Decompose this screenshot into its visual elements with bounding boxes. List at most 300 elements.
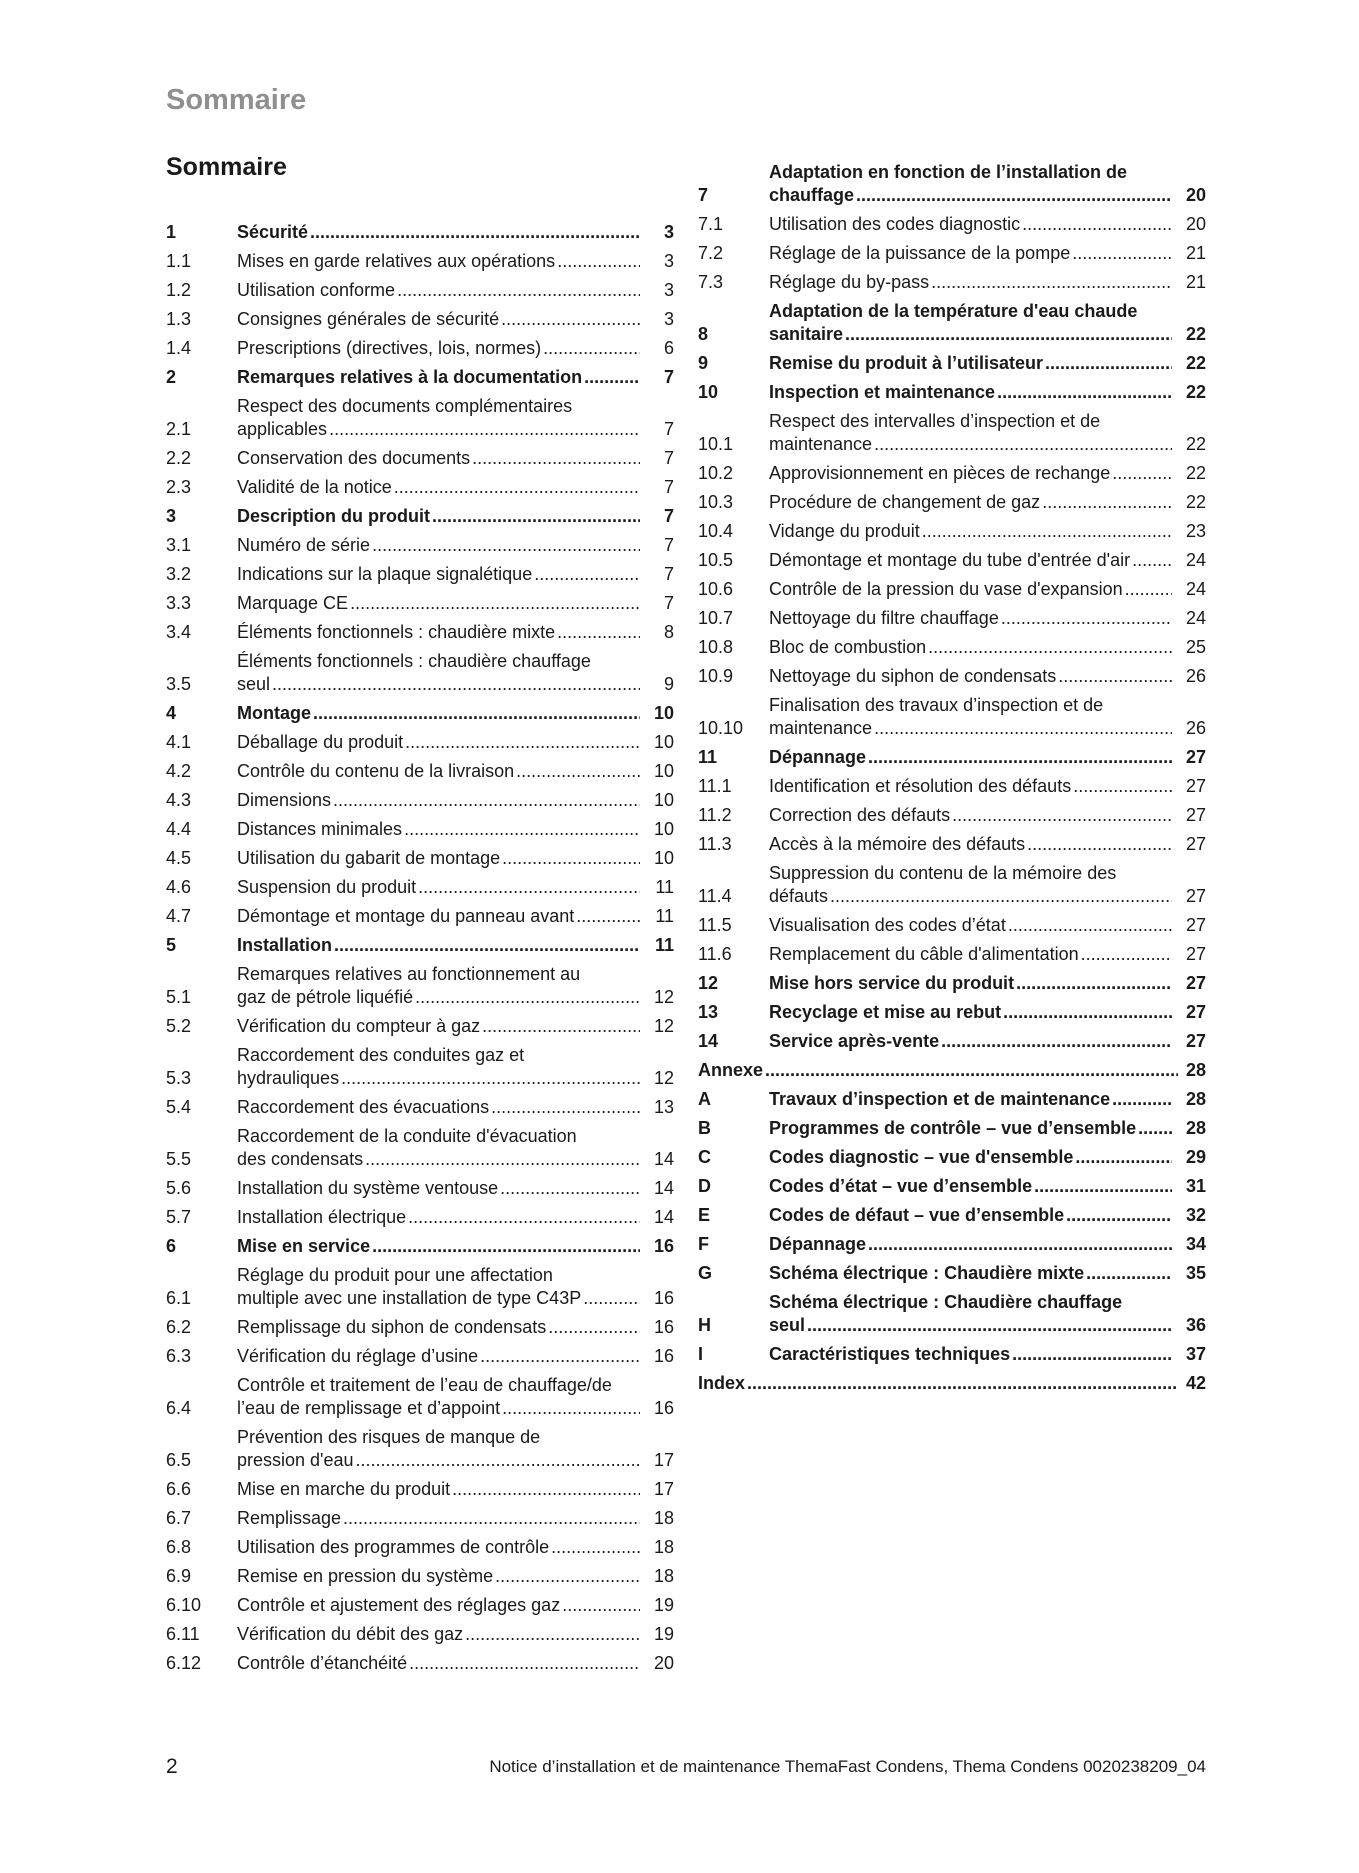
toc-title: Sommaire bbox=[166, 153, 287, 181]
toc-entry[interactable] bbox=[698, 1201, 1206, 1230]
toc-entry-number: 6.12 bbox=[166, 1653, 202, 1673]
toc-entry[interactable] bbox=[166, 786, 674, 815]
toc-entry-title-line: Codes de défaut – vue d’ensemble bbox=[769, 1205, 1065, 1225]
toc-entry[interactable] bbox=[698, 1085, 1206, 1114]
toc-entry-number: 10.2 bbox=[698, 463, 734, 483]
toc-entry[interactable] bbox=[166, 218, 674, 247]
toc-entry[interactable] bbox=[698, 239, 1206, 268]
toc-leader-dots bbox=[997, 381, 1172, 404]
toc-entry-number: 5.5 bbox=[166, 1149, 192, 1169]
footer-page-number: 2 bbox=[166, 1755, 178, 1778]
toc-entry[interactable] bbox=[698, 378, 1206, 407]
toc-entry-page: 12 bbox=[653, 1068, 674, 1088]
toc-entry-page: 18 bbox=[653, 1537, 674, 1557]
toc-entry[interactable] bbox=[698, 662, 1206, 691]
toc-entry-title-line: Service après-vente bbox=[769, 1031, 940, 1051]
toc-entry[interactable] bbox=[698, 1230, 1206, 1259]
toc-leader-dots bbox=[874, 433, 1172, 456]
toc-entry-number: C bbox=[698, 1147, 711, 1167]
toc-leader-dots bbox=[516, 760, 640, 783]
toc-entry-page: 13 bbox=[653, 1097, 674, 1117]
toc-entry-title-line: Schéma électrique : Chaudière mixte bbox=[769, 1263, 1085, 1283]
toc-leader-dots bbox=[372, 534, 640, 557]
toc-entry-number: 1.3 bbox=[166, 309, 192, 329]
toc-entry[interactable] bbox=[698, 488, 1206, 517]
toc-leader-dots bbox=[922, 520, 1172, 543]
toc-entry[interactable] bbox=[166, 502, 674, 531]
toc-entry-number: 6.10 bbox=[166, 1595, 202, 1615]
toc-entry[interactable] bbox=[698, 743, 1206, 772]
toc-entry-page: 3 bbox=[663, 251, 674, 271]
toc-entry-title-line: Raccordement de la conduite d'évacuation bbox=[237, 1126, 577, 1146]
toc-leader-dots bbox=[1022, 213, 1172, 236]
toc-entry[interactable] bbox=[166, 1041, 674, 1093]
toc-entry-page: 22 bbox=[1185, 434, 1206, 454]
toc-entry-page: 11 bbox=[655, 906, 674, 926]
toc-entry-page: 27 bbox=[1185, 1031, 1206, 1051]
toc-entry-number: 3.3 bbox=[166, 593, 192, 613]
toc-entry-page: 17 bbox=[653, 1479, 674, 1499]
toc-leader-dots bbox=[548, 1316, 640, 1339]
toc-entry[interactable] bbox=[166, 1423, 674, 1475]
toc-entry[interactable] bbox=[698, 940, 1206, 969]
toc-entry-number: 10.1 bbox=[698, 434, 734, 454]
toc-entry-page: 20 bbox=[1185, 214, 1206, 234]
toc-entry-title-line: maintenance bbox=[769, 434, 873, 454]
toc-entry[interactable] bbox=[698, 801, 1206, 830]
toc-entry-page: 3 bbox=[663, 222, 674, 242]
toc-entry-title-line: Codes d’état – vue d’ensemble bbox=[769, 1176, 1033, 1196]
toc-leader-dots bbox=[1034, 1175, 1172, 1198]
toc-entry-number: 4.7 bbox=[166, 906, 192, 926]
toc-entry[interactable] bbox=[166, 1620, 674, 1649]
toc-entry-title-line: applicables bbox=[237, 419, 328, 439]
toc-entry-title-line: Vérification du réglage d’usine bbox=[237, 1346, 479, 1366]
toc-leader-dots bbox=[557, 621, 640, 644]
toc-entry[interactable] bbox=[166, 1174, 674, 1203]
toc-entry[interactable] bbox=[166, 1371, 674, 1423]
toc-entry-title-line: Programmes de contrôle – vue d’ensemble bbox=[769, 1118, 1137, 1138]
toc-entry[interactable] bbox=[698, 459, 1206, 488]
toc-leader-dots bbox=[418, 876, 640, 899]
toc-entry[interactable] bbox=[166, 392, 674, 444]
toc-entry-number: B bbox=[698, 1118, 711, 1138]
toc-entry-page: 16 bbox=[653, 1398, 674, 1418]
toc-entry[interactable] bbox=[698, 859, 1206, 911]
toc-entry[interactable] bbox=[698, 772, 1206, 801]
toc-entry-title-line: hydrauliques bbox=[237, 1068, 340, 1088]
toc-entry-number: 4.5 bbox=[166, 848, 192, 868]
toc-entry-page: 16 bbox=[653, 1288, 674, 1308]
toc-leader-dots bbox=[272, 673, 640, 696]
toc-entry-title-line: Description du produit bbox=[237, 506, 430, 526]
toc-leader-dots bbox=[845, 323, 1172, 346]
toc-entry[interactable] bbox=[166, 757, 674, 786]
toc-entry[interactable] bbox=[166, 815, 674, 844]
toc-entry[interactable] bbox=[166, 931, 674, 960]
toc-leader-dots bbox=[1042, 491, 1172, 514]
toc-entry[interactable] bbox=[166, 276, 674, 305]
toc-entry-number: 11.1 bbox=[698, 776, 732, 796]
toc-entry-page: 27 bbox=[1185, 776, 1206, 796]
toc-entry-page: 19 bbox=[653, 1595, 674, 1615]
toc-entry-title-line: des condensats bbox=[237, 1149, 364, 1169]
toc-entry[interactable] bbox=[166, 531, 674, 560]
toc-entry[interactable] bbox=[166, 473, 674, 502]
toc-entry[interactable] bbox=[166, 1122, 674, 1174]
toc-entry-number: 10.5 bbox=[698, 550, 734, 570]
toc-entry[interactable] bbox=[698, 1259, 1206, 1288]
toc-entry-number: 2.2 bbox=[166, 448, 192, 468]
toc-entry[interactable] bbox=[698, 158, 1206, 210]
toc-entry[interactable] bbox=[698, 1369, 1206, 1398]
toc-leader-dots bbox=[551, 1536, 640, 1559]
toc-leader-dots bbox=[502, 1397, 640, 1420]
toc-entry-page: 21 bbox=[1185, 243, 1206, 263]
toc-leader-dots bbox=[807, 1314, 1172, 1337]
toc-entry[interactable] bbox=[166, 1203, 674, 1232]
toc-entry-title-line: défauts bbox=[769, 886, 829, 906]
toc-entry[interactable] bbox=[166, 699, 674, 728]
toc-entry-number: 4.1 bbox=[166, 732, 192, 752]
toc-entry[interactable] bbox=[698, 1340, 1206, 1369]
footer-document-title: Notice d’installation et de maintenance ThemaFast Condens, Thema Condens 0020238209_04 bbox=[489, 1757, 1206, 1776]
toc-entry-page: 22 bbox=[1185, 324, 1206, 344]
toc-entry-number: 10.6 bbox=[698, 579, 734, 599]
toc-leader-dots bbox=[480, 1345, 640, 1368]
toc-entry-title-line: Contrôle d’étanchéité bbox=[237, 1653, 408, 1673]
toc-entry-title-line: multiple avec une installation de type C43P bbox=[237, 1288, 582, 1308]
toc-entry-number: 6.7 bbox=[166, 1508, 192, 1528]
toc-column-right bbox=[698, 158, 1206, 1398]
toc-entry[interactable] bbox=[166, 1313, 674, 1342]
toc-entry-title-line: seul bbox=[237, 674, 271, 694]
toc-entry[interactable] bbox=[166, 1649, 674, 1678]
toc-entry-number: 6.6 bbox=[166, 1479, 192, 1499]
toc-entry-number: 4.6 bbox=[166, 877, 192, 897]
toc-leader-dots bbox=[1132, 549, 1172, 572]
toc-entry[interactable] bbox=[166, 363, 674, 392]
toc-entry[interactable] bbox=[166, 873, 674, 902]
toc-entry-title-line: Vérification du débit des gaz bbox=[237, 1624, 464, 1644]
toc-entry-page: 10 bbox=[653, 703, 674, 723]
toc-entry[interactable] bbox=[698, 407, 1206, 459]
toc-leader-dots bbox=[472, 447, 640, 470]
toc-leader-dots bbox=[432, 505, 640, 528]
toc-entry[interactable] bbox=[698, 349, 1206, 378]
toc-entry-number: 7 bbox=[698, 185, 709, 205]
toc-entry[interactable] bbox=[166, 1093, 674, 1122]
toc-entry-number: 6 bbox=[166, 1236, 177, 1256]
toc-entry-page: 23 bbox=[1185, 521, 1206, 541]
toc-entry-number: 5.1 bbox=[166, 987, 192, 1007]
toc-entry-title-line: Respect des documents complémentaires bbox=[237, 396, 573, 416]
toc-entry-title-line: Conservation des documents bbox=[237, 448, 471, 468]
toc-entry-page: 27 bbox=[1185, 747, 1206, 767]
toc-entry-number: 6.8 bbox=[166, 1537, 192, 1557]
toc-entry-title-line: Démontage et montage du tube d'entrée d'air bbox=[769, 550, 1131, 570]
toc-leader-dots bbox=[856, 184, 1172, 207]
toc-entry[interactable] bbox=[698, 691, 1206, 743]
toc-entry-title-line: Validité de la notice bbox=[237, 477, 392, 497]
toc-entry-title-line: Remise du produit à l’utilisateur bbox=[769, 353, 1044, 373]
toc-entry-title-line: Caractéristiques techniques bbox=[769, 1344, 1011, 1364]
toc-entry[interactable] bbox=[698, 1027, 1206, 1056]
toc-entry[interactable] bbox=[698, 1143, 1206, 1172]
toc-entry-page: 26 bbox=[1185, 718, 1206, 738]
toc-entry-page: 22 bbox=[1185, 353, 1206, 373]
toc-entry-title-line: Dépannage bbox=[769, 1234, 867, 1254]
toc-entry-title-line: Approvisionnement en pièces de rechange bbox=[769, 463, 1111, 483]
toc-entry[interactable] bbox=[166, 247, 674, 276]
toc-entry[interactable] bbox=[166, 1261, 674, 1313]
toc-leader-dots bbox=[1058, 665, 1172, 688]
toc-entry-number: D bbox=[698, 1176, 711, 1196]
toc-entry-number: 6.11 bbox=[166, 1624, 200, 1644]
toc-leader-dots bbox=[350, 592, 640, 615]
toc-entry-page: 24 bbox=[1185, 579, 1206, 599]
toc-entry-page: 11 bbox=[654, 935, 674, 955]
toc-entry-title-line: Installation du système ventouse bbox=[237, 1178, 499, 1198]
toc-entry-number: 3.2 bbox=[166, 564, 192, 584]
toc-entry[interactable] bbox=[698, 830, 1206, 859]
toc-entry-title-line: Prévention des risques de manque de bbox=[237, 1427, 541, 1447]
toc-entry[interactable] bbox=[166, 647, 674, 699]
toc-entry-number: 3.5 bbox=[166, 674, 192, 694]
toc-entry-title-line: Accès à la mémoire des défauts bbox=[769, 834, 1026, 854]
toc-entry[interactable] bbox=[166, 1504, 674, 1533]
toc-entry-number: 1.4 bbox=[166, 338, 192, 358]
toc-entry[interactable] bbox=[166, 618, 674, 647]
toc-entry[interactable] bbox=[698, 268, 1206, 297]
toc-leader-dots bbox=[405, 731, 640, 754]
toc-leader-dots bbox=[408, 1206, 640, 1229]
toc-entry-page: 27 bbox=[1185, 805, 1206, 825]
toc-leader-dots bbox=[1066, 1204, 1172, 1227]
toc-entry-number: 7.3 bbox=[698, 272, 724, 292]
toc-entry-page: 22 bbox=[1185, 492, 1206, 512]
toc-entry-title-line: Identification et résolution des défauts bbox=[769, 776, 1072, 796]
toc-entry[interactable] bbox=[166, 1012, 674, 1041]
toc-entry-title-line: Marquage CE bbox=[237, 593, 349, 613]
toc-entry[interactable] bbox=[166, 589, 674, 618]
toc-entry[interactable] bbox=[698, 633, 1206, 662]
toc-entry[interactable] bbox=[166, 728, 674, 757]
toc-entry-page: 7 bbox=[663, 593, 674, 613]
toc-entry[interactable] bbox=[166, 444, 674, 473]
toc-entry-title-line: Nettoyage du siphon de condensats bbox=[769, 666, 1057, 686]
toc-entry-page: 24 bbox=[1185, 608, 1206, 628]
toc-entry-page: 20 bbox=[653, 1653, 674, 1673]
toc-leader-dots bbox=[830, 885, 1172, 908]
toc-entry-title-line: Vidange du produit bbox=[769, 521, 920, 541]
toc-entry[interactable] bbox=[698, 1288, 1206, 1340]
toc-entry-number: 6.4 bbox=[166, 1398, 192, 1418]
toc-entry-number: 10.9 bbox=[698, 666, 734, 686]
toc-entry-title-line: Mise en service bbox=[237, 1236, 371, 1256]
toc-entry-number: A bbox=[698, 1089, 711, 1109]
toc-leader-dots bbox=[931, 271, 1172, 294]
toc-entry-title-line: Installation bbox=[237, 935, 333, 955]
toc-entry-title-line: Remplissage du siphon de condensats bbox=[237, 1317, 547, 1337]
toc-leader-dots bbox=[952, 804, 1172, 827]
toc-entry-page: 16 bbox=[653, 1346, 674, 1366]
toc-entry-number: 7.1 bbox=[698, 214, 724, 234]
toc-entry-title-line: Mises en garde relatives aux opérations bbox=[237, 251, 556, 271]
toc-entry[interactable] bbox=[698, 1114, 1206, 1143]
toc-leader-dots bbox=[491, 1096, 640, 1119]
toc-entry-number: Index bbox=[698, 1373, 746, 1393]
toc-leader-dots bbox=[452, 1478, 640, 1501]
toc-leader-dots bbox=[1075, 1146, 1172, 1169]
toc-entry-page: 12 bbox=[653, 987, 674, 1007]
toc-entry[interactable] bbox=[698, 517, 1206, 546]
toc-entry-title-line: Adaptation en fonction de l’installation de bbox=[769, 162, 1128, 182]
toc-entry-number: 4.4 bbox=[166, 819, 192, 839]
toc-entry-title-line: Travaux d’inspection et de maintenance bbox=[769, 1089, 1111, 1109]
toc-entry-number: 5.4 bbox=[166, 1097, 192, 1117]
toc-entry-number: 6.2 bbox=[166, 1317, 192, 1337]
toc-entry-number: 5.6 bbox=[166, 1178, 192, 1198]
toc-entry-page: 22 bbox=[1185, 382, 1206, 402]
toc-leader-dots bbox=[1045, 352, 1172, 375]
toc-entry-number: 1.1 bbox=[166, 251, 192, 271]
toc-entry-page: 11 bbox=[655, 877, 674, 897]
toc-entry-title-line: Nettoyage du filtre chauffage bbox=[769, 608, 999, 628]
toc-entry-title-line: gaz de pétrole liquéfié bbox=[237, 987, 414, 1007]
toc-entry-number: 11.3 bbox=[698, 834, 732, 854]
toc-entry-page: 26 bbox=[1185, 666, 1206, 686]
toc-entry-title-line: Réglage du by-pass bbox=[769, 272, 930, 292]
toc-entry-title-line: Contrôle et traitement de l’eau de chauffage/de bbox=[237, 1375, 612, 1395]
toc-entry-page: 14 bbox=[653, 1178, 674, 1198]
toc-entry-title-line: Indications sur la plaque signalétique bbox=[237, 564, 533, 584]
toc-entry[interactable] bbox=[166, 1342, 674, 1371]
toc-entry[interactable] bbox=[166, 1591, 674, 1620]
toc-entry-title-line: Remplacement du câble d'alimentation bbox=[769, 944, 1079, 964]
toc-leader-dots bbox=[534, 563, 640, 586]
toc-entry-page: 18 bbox=[653, 1566, 674, 1586]
toc-entry-page: 25 bbox=[1185, 637, 1206, 657]
toc-entry-title-line: Remplissage bbox=[237, 1508, 342, 1528]
toc-entry-number: 3.1 bbox=[166, 535, 192, 555]
toc-entry-page: 36 bbox=[1185, 1315, 1206, 1335]
toc-entry-title-line: Prescriptions (directives, lois, normes) bbox=[237, 338, 542, 358]
toc-entry[interactable] bbox=[698, 210, 1206, 239]
toc-entry-title-line: Sécurité bbox=[237, 222, 309, 242]
toc-entry-number: I bbox=[698, 1344, 704, 1364]
toc-entry-number: 6.5 bbox=[166, 1450, 192, 1470]
toc-entry-title-line: Procédure de changement de gaz bbox=[769, 492, 1041, 512]
toc-entry[interactable] bbox=[698, 911, 1206, 940]
toc-entry-title-line: Installation électrique bbox=[237, 1207, 407, 1227]
toc-entry[interactable] bbox=[166, 902, 674, 931]
toc-entry[interactable] bbox=[166, 844, 674, 873]
toc-entry-title-line: Démontage et montage du panneau avant bbox=[237, 906, 575, 926]
toc-entry-number: Annexe bbox=[698, 1060, 764, 1080]
toc-entry[interactable] bbox=[698, 546, 1206, 575]
toc-leader-dots bbox=[1001, 607, 1172, 630]
toc-entry[interactable] bbox=[166, 560, 674, 589]
toc-entry-page: 28 bbox=[1185, 1089, 1206, 1109]
toc-entry-number: 10.7 bbox=[698, 608, 734, 628]
toc-entry-page: 7 bbox=[663, 419, 674, 439]
toc-entry[interactable] bbox=[166, 305, 674, 334]
toc-leader-dots bbox=[465, 1623, 640, 1646]
toc-leader-dots bbox=[343, 1507, 640, 1530]
toc-entry-number: 11 bbox=[698, 747, 718, 767]
toc-leader-dots bbox=[868, 746, 1172, 769]
toc-leader-dots bbox=[1138, 1117, 1172, 1140]
toc-entry-page: 3 bbox=[663, 280, 674, 300]
toc-entry-title-line: Vérification du compteur à gaz bbox=[237, 1016, 481, 1036]
toc-entry-title-line: Suspension du produit bbox=[237, 877, 417, 897]
toc-entry-page: 24 bbox=[1185, 550, 1206, 570]
toc-entry-title-line: Correction des défauts bbox=[769, 805, 951, 825]
page-header-title: Sommaire bbox=[166, 84, 307, 116]
toc-entry-title-line: maintenance bbox=[769, 718, 873, 738]
toc-entry[interactable] bbox=[166, 1475, 674, 1504]
toc-column-left bbox=[166, 218, 674, 1678]
toc-leader-dots bbox=[1008, 914, 1172, 937]
toc-entry-page: 27 bbox=[1185, 944, 1206, 964]
toc-entry-title-line: Remarques relatives au fonctionnement au bbox=[237, 964, 581, 984]
toc-leader-dots bbox=[1125, 578, 1172, 601]
toc-entry-number: 6.9 bbox=[166, 1566, 192, 1586]
toc-entry[interactable] bbox=[166, 1562, 674, 1591]
toc-entry-title-line: Finalisation des travaux d’inspection et de bbox=[769, 695, 1104, 715]
toc-leader-dots bbox=[765, 1059, 1178, 1082]
toc-leader-dots bbox=[1081, 943, 1172, 966]
toc-entry[interactable] bbox=[698, 604, 1206, 633]
toc-entry-title-line: Remarques relatives à la documentation bbox=[237, 367, 583, 387]
toc-entry[interactable] bbox=[166, 1232, 674, 1261]
toc-leader-dots bbox=[313, 702, 640, 725]
toc-leader-dots bbox=[868, 1233, 1172, 1256]
toc-entry[interactable] bbox=[698, 297, 1206, 349]
toc-entry-page: 37 bbox=[1185, 1344, 1206, 1364]
toc-leader-dots bbox=[415, 986, 640, 1009]
toc-entry-number: 4.3 bbox=[166, 790, 192, 810]
toc-entry[interactable] bbox=[166, 334, 674, 363]
toc-entry-title-line: Visualisation des codes d’état bbox=[769, 915, 1006, 935]
toc-entry-title-line: Éléments fonctionnels : chaudière mixte bbox=[237, 622, 556, 642]
toc-entry-page: 42 bbox=[1185, 1373, 1206, 1393]
toc-leader-dots bbox=[562, 1594, 640, 1617]
toc-entry[interactable] bbox=[698, 1172, 1206, 1201]
toc-entry[interactable] bbox=[698, 575, 1206, 604]
toc-entry-page: 12 bbox=[653, 1016, 674, 1036]
toc-entry-number: 2 bbox=[166, 367, 177, 387]
toc-entry[interactable] bbox=[166, 960, 674, 1012]
toc-entry-page: 7 bbox=[663, 477, 674, 497]
toc-entry-page: 3 bbox=[663, 309, 674, 329]
toc-leader-dots bbox=[334, 934, 640, 957]
toc-entry-number: 7.2 bbox=[698, 243, 724, 263]
toc-entry-title-line: Éléments fonctionnels : chaudière chauffage bbox=[237, 651, 591, 671]
toc-entry-number: F bbox=[698, 1234, 709, 1254]
toc-entry-number: 11.4 bbox=[698, 886, 732, 906]
toc-entry-title-line: Numéro de série bbox=[237, 535, 371, 555]
toc-leader-dots bbox=[557, 250, 640, 273]
toc-entry-number: 14 bbox=[698, 1031, 719, 1051]
toc-entry[interactable] bbox=[698, 998, 1206, 1027]
toc-entry-page: 27 bbox=[1185, 1002, 1206, 1022]
toc-entry[interactable] bbox=[698, 969, 1206, 998]
toc-entry[interactable] bbox=[698, 1056, 1206, 1085]
toc-entry-page: 19 bbox=[653, 1624, 674, 1644]
toc-entry[interactable] bbox=[166, 1533, 674, 1562]
